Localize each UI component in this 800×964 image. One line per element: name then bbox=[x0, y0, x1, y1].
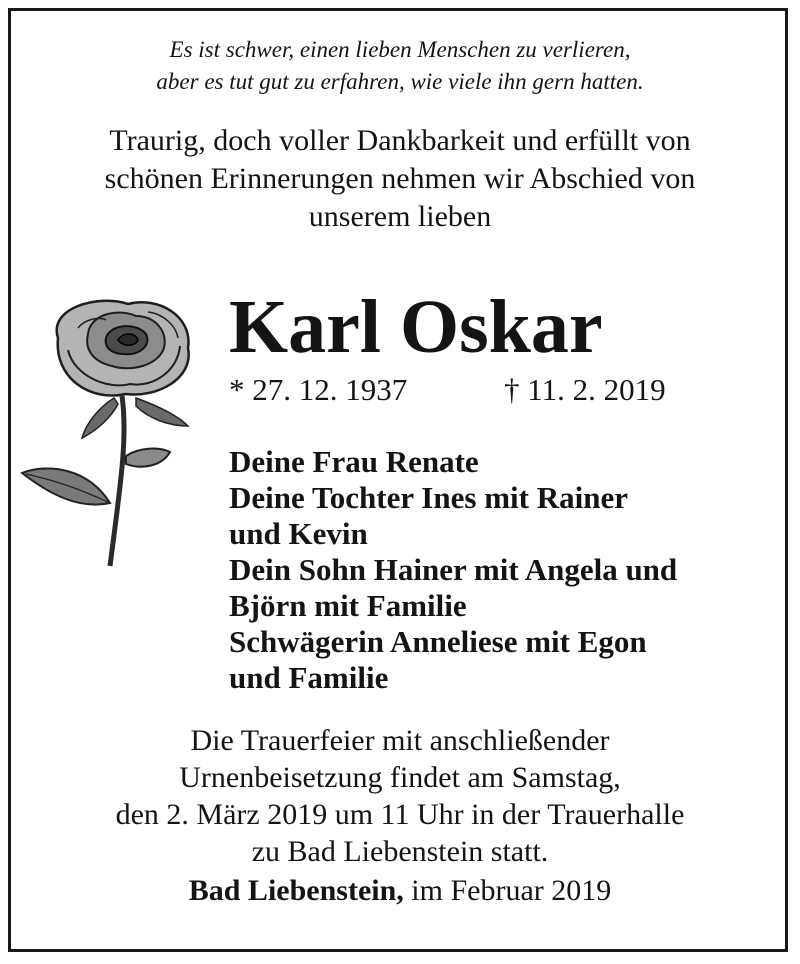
family-line: und Familie bbox=[229, 660, 389, 695]
family-line: Deine Tochter Ines mit Rainer bbox=[229, 480, 628, 515]
rose-icon bbox=[18, 298, 218, 578]
motto bbox=[0, 34, 800, 98]
birth-date: * 27. 12. 1937 bbox=[229, 372, 408, 407]
family-line: Schwägerin Anneliese mit Egon bbox=[229, 624, 647, 659]
intro-line: schönen Erinnerungen nehmen wir Abschied von bbox=[104, 162, 696, 195]
death-date: † 11. 2. 2019 bbox=[504, 372, 666, 407]
intro-line: unserem lieben bbox=[308, 200, 492, 233]
closing-line bbox=[0, 872, 800, 910]
funeral-info bbox=[0, 722, 800, 870]
family-line: und Kevin bbox=[229, 516, 368, 551]
funeral-line: den 2. März 2019 um 11 Uhr in der Trauerhalle bbox=[115, 798, 685, 831]
family-line: Deine Frau Renate bbox=[229, 444, 479, 479]
closing-date: im Februar 2019 bbox=[403, 874, 612, 907]
intro-text bbox=[0, 122, 800, 236]
motto-line: Es ist schwer, einen lieben Menschen zu verlieren, bbox=[169, 37, 631, 62]
family-line: Dein Sohn Hainer mit Angela und bbox=[229, 552, 678, 587]
closing-place: Bad Liebenstein, bbox=[188, 874, 404, 907]
funeral-line: Die Trauerfeier mit anschließender bbox=[190, 724, 610, 757]
funeral-line: zu Bad Liebenstein statt. bbox=[251, 835, 549, 868]
intro-line: Traurig, doch voller Dankbarkeit und erfüllt von bbox=[109, 124, 691, 157]
family-line: Björn mit Familie bbox=[229, 588, 467, 623]
deceased-name: Karl Oskar bbox=[229, 285, 603, 369]
funeral-line: Urnenbeisetzung findet am Samstag, bbox=[179, 761, 621, 794]
motto-line: aber es tut gut zu erfahren, wie viele ihn gern hatten. bbox=[156, 69, 644, 94]
family-list bbox=[229, 444, 789, 696]
